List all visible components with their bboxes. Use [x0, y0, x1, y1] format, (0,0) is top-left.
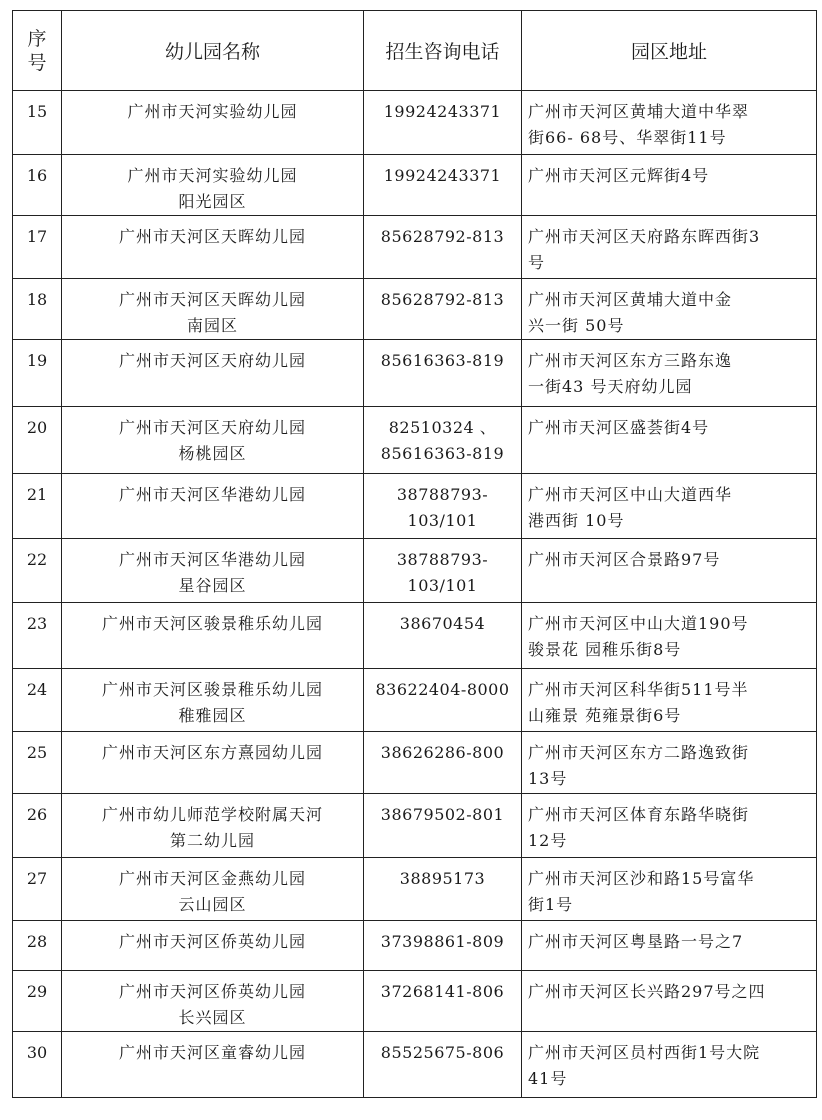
- phone-line: 19924243371: [383, 102, 502, 121]
- name-line: 广州市天河区童睿幼儿园: [118, 1043, 306, 1062]
- serial-number-cell: 15: [13, 91, 62, 155]
- address-line: 广州市天河区东方三路东逸: [528, 351, 733, 370]
- serial-number-cell: 23: [13, 603, 62, 669]
- header-serial-number: [13, 11, 62, 91]
- kindergarten-name-cell: [62, 474, 364, 539]
- table-row: [13, 407, 817, 474]
- address-line: 13号: [528, 769, 568, 788]
- name-line: 广州市天河区华港幼儿园: [118, 550, 306, 569]
- campus-address-cell: [522, 971, 817, 1032]
- enrollment-phone-cell: [364, 279, 522, 340]
- address-line: 广州市天河区合景路97号: [528, 550, 721, 569]
- enrollment-phone-cell: [364, 858, 522, 921]
- name-line: 杨桃园区: [178, 444, 247, 463]
- name-line: 广州市天河区天府幼儿园: [118, 351, 306, 370]
- table-row: [13, 603, 817, 669]
- kindergarten-name-cell: [62, 407, 364, 474]
- enrollment-phone-cell: [364, 732, 522, 794]
- kindergarten-name-cell: [62, 539, 364, 603]
- phone-line: 85616363-819: [380, 351, 505, 370]
- address-line: 号: [528, 253, 546, 272]
- serial-number-cell: 26: [13, 794, 62, 858]
- name-line: 广州市天河区华港幼儿园: [118, 485, 306, 504]
- address-line: 街66- 68号、华翠街11号: [528, 128, 727, 147]
- phone-line: 19924243371: [383, 166, 502, 185]
- table-row: [13, 732, 817, 794]
- enrollment-phone-cell: [364, 971, 522, 1032]
- enrollment-phone-cell: [364, 669, 522, 732]
- address-line: 广州市天河区中山大道西华: [528, 485, 733, 504]
- phone-line: 37398861-809: [380, 932, 505, 951]
- kindergarten-name-cell: [62, 603, 364, 669]
- name-line: 广州市天河区侨英幼儿园: [118, 932, 306, 951]
- table-row: [13, 340, 817, 407]
- name-line: 广州市天河区天晖幼儿园: [118, 290, 306, 309]
- campus-address-cell: [522, 1032, 817, 1098]
- address-line: 兴一街 50号: [528, 316, 625, 335]
- name-line: 星谷园区: [178, 576, 247, 595]
- enrollment-phone-cell: [364, 216, 522, 279]
- address-line: 广州市天河区粤垦路一号之7: [528, 932, 744, 951]
- enrollment-phone-cell: [364, 1032, 522, 1098]
- address-line: 广州市天河区中山大道190号: [528, 614, 749, 633]
- phone-line: 38626286-800: [380, 743, 505, 762]
- name-line: 广州市天河区天府幼儿园: [118, 418, 306, 437]
- table-row: [13, 971, 817, 1032]
- name-line: 广州市天河实验幼儿园: [127, 102, 298, 121]
- campus-address-cell: [522, 155, 817, 216]
- serial-number-cell: 18: [13, 279, 62, 340]
- enrollment-phone-cell: [364, 794, 522, 858]
- name-line: 阳光园区: [178, 192, 247, 211]
- kindergarten-table: [12, 10, 817, 1098]
- table-row: [13, 155, 817, 216]
- campus-address-cell: [522, 858, 817, 921]
- campus-address-cell: [522, 539, 817, 603]
- phone-line: 85628792-813: [380, 227, 505, 246]
- address-line: 广州市天河区长兴路297号之四: [528, 982, 766, 1001]
- kindergarten-name-cell: [62, 91, 364, 155]
- address-line: 广州市天河区黄埔大道中金: [528, 290, 733, 309]
- campus-address-cell: [522, 216, 817, 279]
- address-line: 广州市天河区科华街511号半: [528, 680, 749, 699]
- phone-line: 85628792-813: [380, 290, 505, 309]
- campus-address-cell: [522, 669, 817, 732]
- table-row: [13, 669, 817, 732]
- campus-address-cell: [522, 603, 817, 669]
- table-row: [13, 216, 817, 279]
- kindergarten-name-cell: [62, 794, 364, 858]
- phone-line: 103/101: [407, 576, 478, 595]
- address-line: 广州市天河区黄埔大道中华翠: [528, 102, 750, 121]
- header-serial-line2: 号: [27, 51, 47, 74]
- serial-number-cell: 25: [13, 732, 62, 794]
- kindergarten-name-cell: [62, 279, 364, 340]
- phone-line: 38679502-801: [380, 805, 505, 824]
- name-line: 广州市天河区侨英幼儿园: [118, 982, 306, 1001]
- campus-address-cell: [522, 340, 817, 407]
- campus-address-cell: [522, 794, 817, 858]
- serial-number-cell: 20: [13, 407, 62, 474]
- kindergarten-name-cell: [62, 921, 364, 971]
- name-line: 南园区: [186, 316, 238, 335]
- serial-number-cell: 19: [13, 340, 62, 407]
- kindergarten-name-cell: [62, 732, 364, 794]
- campus-address-cell: [522, 474, 817, 539]
- table-row: [13, 794, 817, 858]
- address-line: 12号: [528, 831, 568, 850]
- address-line: 广州市天河区天府路东晖西街3: [528, 227, 761, 246]
- address-line: 广州市天河区元辉街4号: [528, 166, 710, 185]
- name-line: 广州市天河区金燕幼儿园: [118, 869, 306, 888]
- table-header-row: [13, 11, 817, 91]
- serial-number-cell: 21: [13, 474, 62, 539]
- phone-line: 103/101: [407, 511, 478, 530]
- campus-address-cell: [522, 407, 817, 474]
- kindergarten-name-cell: [62, 971, 364, 1032]
- kindergarten-name-cell: [62, 858, 364, 921]
- header-serial-line1: 序: [27, 27, 47, 50]
- header-kindergarten-name: 幼儿园名称: [62, 11, 364, 91]
- header-campus-address: 园区地址: [522, 11, 817, 91]
- name-line: 第二幼儿园: [169, 831, 255, 850]
- serial-number-cell: 29: [13, 971, 62, 1032]
- serial-number-cell: 27: [13, 858, 62, 921]
- serial-number-cell: 24: [13, 669, 62, 732]
- enrollment-phone-cell: [364, 407, 522, 474]
- campus-address-cell: [522, 921, 817, 971]
- phone-line: 38670454: [399, 614, 486, 633]
- address-line: 街1号: [528, 895, 574, 914]
- serial-number-cell: 16: [13, 155, 62, 216]
- table-row: [13, 1032, 817, 1098]
- name-line: 广州市幼儿师范学校附属天河: [101, 805, 323, 824]
- name-line: 长兴园区: [178, 1008, 247, 1027]
- phone-line: 38895173: [399, 869, 486, 888]
- table-row: [13, 474, 817, 539]
- kindergarten-name-cell: [62, 216, 364, 279]
- table-row: [13, 921, 817, 971]
- enrollment-phone-cell: [364, 91, 522, 155]
- enrollment-phone-cell: [364, 155, 522, 216]
- name-line: 广州市天河区天晖幼儿园: [118, 227, 306, 246]
- phone-line: 85525675-806: [380, 1043, 505, 1062]
- table-row: [13, 279, 817, 340]
- phone-line: 37268141-806: [380, 982, 505, 1001]
- serial-number-cell: 22: [13, 539, 62, 603]
- table-row: [13, 91, 817, 155]
- table-row: [13, 858, 817, 921]
- address-line: 广州市天河区员村西街1号大院: [528, 1043, 761, 1062]
- serial-number-cell: 17: [13, 216, 62, 279]
- name-line: 云山园区: [178, 895, 247, 914]
- enrollment-phone-cell: [364, 340, 522, 407]
- address-line: 骏景花 园稚乐街8号: [528, 640, 682, 659]
- phone-line: 83622404-8000: [375, 680, 510, 699]
- phone-line: 38788793-: [396, 550, 489, 569]
- address-line: 一街43 号天府幼儿园: [528, 377, 693, 396]
- address-line: 广州市天河区体育东路华晓街: [528, 805, 750, 824]
- kindergarten-name-cell: [62, 1032, 364, 1098]
- serial-number-cell: 28: [13, 921, 62, 971]
- address-line: 山雍景 苑雍景街6号: [528, 706, 682, 725]
- name-line: 广州市天河区骏景稚乐幼儿园: [101, 680, 323, 699]
- address-line: 港西街 10号: [528, 511, 625, 530]
- kindergarten-name-cell: [62, 669, 364, 732]
- phone-line: 85616363-819: [380, 444, 505, 463]
- name-line: 稚雅园区: [178, 706, 247, 725]
- header-enrollment-phone: 招生咨询电话: [364, 11, 522, 91]
- table-body: [13, 91, 817, 1098]
- serial-number-cell: 30: [13, 1032, 62, 1098]
- kindergarten-name-cell: [62, 340, 364, 407]
- address-line: 41号: [528, 1069, 568, 1088]
- enrollment-phone-cell: [364, 474, 522, 539]
- address-line: 广州市天河区沙和路15号富华: [528, 869, 755, 888]
- table-row: [13, 539, 817, 603]
- enrollment-phone-cell: [364, 921, 522, 971]
- campus-address-cell: [522, 732, 817, 794]
- address-line: 广州市天河区盛荟街4号: [528, 418, 710, 437]
- phone-line: 38788793-: [396, 485, 489, 504]
- campus-address-cell: [522, 279, 817, 340]
- name-line: 广州市天河实验幼儿园: [127, 166, 298, 185]
- phone-line: 82510324 、: [388, 418, 497, 437]
- campus-address-cell: [522, 91, 817, 155]
- name-line: 广州市天河区骏景稚乐幼儿园: [101, 614, 323, 633]
- kindergarten-name-cell: [62, 155, 364, 216]
- address-line: 广州市天河区东方二路逸致街: [528, 743, 750, 762]
- enrollment-phone-cell: [364, 539, 522, 603]
- name-line: 广州市天河区东方熹园幼儿园: [101, 743, 323, 762]
- enrollment-phone-cell: [364, 603, 522, 669]
